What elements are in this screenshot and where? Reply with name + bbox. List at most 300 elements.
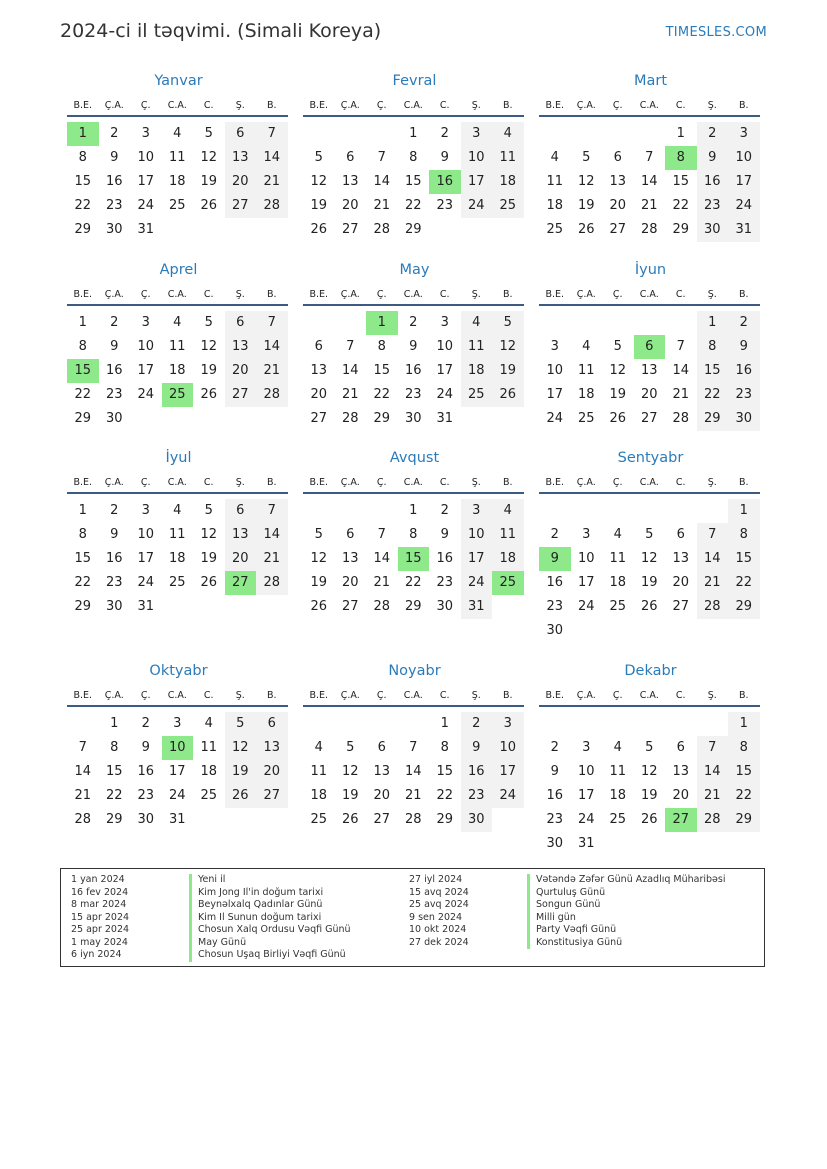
day-cell: 23 <box>461 784 493 808</box>
month-name: Noyabr <box>388 663 441 679</box>
day-cell: 9 <box>440 150 449 165</box>
day-cell: 6 <box>676 740 685 755</box>
day-cell: 8 <box>78 339 87 354</box>
day-cell: 24 <box>461 194 493 218</box>
month-name: Mart <box>633 73 668 89</box>
day-cell: 20 <box>672 575 690 590</box>
day-cell: 23 <box>105 575 123 590</box>
legend-date: 16 fev 2024 <box>71 886 129 898</box>
weekday-label: B. <box>502 477 513 488</box>
weekday-label: C.A. <box>639 289 659 300</box>
day-cell: 7 <box>346 339 355 354</box>
day-cell: 12 <box>200 339 218 354</box>
weekday-label: B. <box>502 289 513 300</box>
day-cell: 25 <box>461 383 493 407</box>
weekday-label: Ç. <box>140 477 151 488</box>
weekday-label: B. <box>738 690 749 701</box>
day-cell: 23 <box>436 575 454 590</box>
weekday-label: C. <box>439 289 450 300</box>
weekday-header <box>67 289 288 306</box>
weekday-label: Ç.A. <box>576 690 596 701</box>
day-cell: 12 <box>200 527 218 542</box>
weekday-label: Ç. <box>612 477 623 488</box>
day-cell: 27 <box>609 222 627 237</box>
day-cell: 18 <box>577 387 595 402</box>
day-cell: 8 <box>78 527 87 542</box>
brand-logo-link[interactable]: TIMESLES.COM <box>665 25 767 40</box>
day-cell: 29 <box>74 599 92 614</box>
day-cell: 8 <box>728 736 760 760</box>
day-cell: 19 <box>341 788 359 803</box>
weekday-label: Ç. <box>140 100 151 111</box>
day-cell: 18 <box>310 788 328 803</box>
day-cell: 16 <box>728 359 760 383</box>
weekday-label: Ç.A. <box>576 477 596 488</box>
day-cell: 28 <box>256 571 288 595</box>
legend-holiday-name: Yeni il <box>189 874 225 887</box>
day-cell: 30 <box>436 599 454 614</box>
day-cell: 17 <box>436 363 454 378</box>
day-cell: 10 <box>492 736 524 760</box>
weekday-header <box>539 477 760 494</box>
day-cell: 3 <box>173 716 182 731</box>
day-cell: 28 <box>697 595 729 619</box>
holiday-day-cell: 25 <box>492 571 524 595</box>
day-cell: 13 <box>672 551 690 566</box>
day-cell: 17 <box>492 760 524 784</box>
month-name: İyul <box>165 450 192 466</box>
day-cell: 15 <box>672 174 690 189</box>
day-cell: 9 <box>550 764 559 779</box>
day-cell: 24 <box>137 198 155 213</box>
day-cell: 12 <box>640 551 658 566</box>
day-cell: 10 <box>546 363 564 378</box>
day-cell: 4 <box>461 311 493 335</box>
weekday-label: C.A. <box>403 289 423 300</box>
day-cell: 21 <box>74 788 92 803</box>
day-cell: 22 <box>404 198 422 213</box>
day-cell: 26 <box>609 411 627 426</box>
weekday-label: C. <box>203 690 214 701</box>
day-cell: 15 <box>404 174 422 189</box>
weekday-label: Ş. <box>235 477 245 488</box>
day-cell: 2 <box>697 122 729 146</box>
holiday-day-cell: 8 <box>665 146 697 170</box>
day-cell: 9 <box>728 335 760 359</box>
day-cell: 10 <box>137 339 155 354</box>
day-cell: 7 <box>377 527 386 542</box>
day-cell: 29 <box>105 812 123 827</box>
day-cell: 13 <box>609 174 627 189</box>
day-cell: 17 <box>461 547 493 571</box>
day-cell: 16 <box>546 788 564 803</box>
day-cell: 12 <box>341 764 359 779</box>
day-cell: 13 <box>256 736 288 760</box>
legend-holiday-name: Chosun Xalq Ordusu Vəqfi Günü <box>189 924 351 937</box>
day-cell: 29 <box>672 222 690 237</box>
day-cell: 14 <box>404 764 422 779</box>
month-name: Dekabr <box>624 663 677 679</box>
day-cell: 7 <box>697 523 729 547</box>
weekday-label: Ç.A. <box>576 289 596 300</box>
holiday-day-cell: 1 <box>67 122 99 146</box>
day-cell: 17 <box>137 551 155 566</box>
day-cell: 21 <box>640 198 658 213</box>
day-cell: 18 <box>492 170 524 194</box>
day-cell: 22 <box>728 784 760 808</box>
day-cell: 20 <box>609 198 627 213</box>
day-cell: 16 <box>461 760 493 784</box>
day-cell: 9 <box>110 339 119 354</box>
day-cell: 13 <box>341 551 359 566</box>
day-cell: 24 <box>168 788 186 803</box>
day-cell: 4 <box>173 503 182 518</box>
day-cell: 27 <box>225 383 257 407</box>
legend-date: 25 avq 2024 <box>409 899 469 910</box>
legend-holiday-name: Party Vəqfi Günü <box>527 924 616 937</box>
day-cell: 25 <box>168 198 186 213</box>
day-cell: 21 <box>373 198 391 213</box>
day-cell: 20 <box>310 387 328 402</box>
day-cell: 26 <box>341 812 359 827</box>
day-cell: 10 <box>577 551 595 566</box>
day-cell: 11 <box>200 740 218 755</box>
day-cell: 11 <box>609 551 627 566</box>
weekday-label: C.A. <box>167 690 187 701</box>
day-cell: 7 <box>377 150 386 165</box>
day-cell: 19 <box>577 198 595 213</box>
weekday-label: B. <box>738 289 749 300</box>
day-cell: 21 <box>341 387 359 402</box>
weekday-label: B.E. <box>309 477 329 488</box>
day-cell: 24 <box>546 411 564 426</box>
day-cell: 18 <box>200 764 218 779</box>
weekday-label: Ş. <box>471 100 481 111</box>
day-cell: 13 <box>341 174 359 189</box>
day-cell: 30 <box>137 812 155 827</box>
weekday-label: B.E. <box>73 477 93 488</box>
day-cell: 26 <box>577 222 595 237</box>
day-cell: 13 <box>225 335 257 359</box>
day-cell: 16 <box>105 174 123 189</box>
day-cell: 4 <box>204 716 213 731</box>
day-cell: 24 <box>137 387 155 402</box>
weekday-label: C.A. <box>403 100 423 111</box>
day-cell: 30 <box>461 808 493 832</box>
day-cell: 21 <box>672 387 690 402</box>
day-cell: 29 <box>74 411 92 426</box>
day-cell: 31 <box>461 595 493 619</box>
day-cell: 3 <box>492 712 524 736</box>
weekday-label: C. <box>203 100 214 111</box>
day-cell: 5 <box>204 503 213 518</box>
day-cell: 12 <box>492 335 524 359</box>
weekday-label: B. <box>266 477 277 488</box>
day-cell: 27 <box>310 411 328 426</box>
day-cell: 31 <box>577 836 595 851</box>
day-cell: 1 <box>676 126 685 141</box>
day-cell: 11 <box>609 764 627 779</box>
day-cell: 8 <box>409 150 418 165</box>
day-cell: 20 <box>225 359 257 383</box>
day-cell: 22 <box>373 387 391 402</box>
day-cell: 18 <box>168 551 186 566</box>
day-cell: 15 <box>373 363 391 378</box>
weekday-label: Ş. <box>707 100 717 111</box>
day-cell: 21 <box>697 571 729 595</box>
month-name: Fevral <box>392 73 437 89</box>
day-cell: 9 <box>141 740 150 755</box>
day-cell: 30 <box>728 407 760 431</box>
day-cell: 24 <box>436 387 454 402</box>
day-cell: 14 <box>373 551 391 566</box>
weekday-label: B. <box>266 100 277 111</box>
day-cell: 26 <box>225 784 257 808</box>
day-cell: 19 <box>225 760 257 784</box>
day-cell: 28 <box>341 411 359 426</box>
month-name: Sentyabr <box>617 450 684 466</box>
day-cell: 5 <box>645 740 654 755</box>
day-cell: 22 <box>404 575 422 590</box>
weekday-label: Ç.A. <box>340 289 360 300</box>
day-cell: 3 <box>141 126 150 141</box>
weekday-label: B. <box>738 477 749 488</box>
weekday-label: Ş. <box>235 289 245 300</box>
weekday-label: C. <box>675 289 686 300</box>
day-cell: 17 <box>461 170 493 194</box>
month-name: May <box>399 262 430 278</box>
day-cell: 3 <box>582 527 591 542</box>
day-cell: 19 <box>310 575 328 590</box>
day-cell: 31 <box>137 222 155 237</box>
weekday-label: Ş. <box>235 690 245 701</box>
weekday-label: Ç. <box>376 289 387 300</box>
day-cell: 1 <box>78 503 87 518</box>
month-name: Yanvar <box>154 73 203 89</box>
day-cell: 1 <box>440 716 449 731</box>
day-cell: 21 <box>404 788 422 803</box>
day-cell: 12 <box>225 736 257 760</box>
weekday-label: C. <box>203 289 214 300</box>
weekday-header <box>67 477 288 494</box>
legend-date: 1 yan 2024 <box>71 874 125 885</box>
day-cell: 27 <box>672 599 690 614</box>
day-cell: 27 <box>373 812 391 827</box>
legend-date: 10 okt 2024 <box>409 924 467 935</box>
day-cell: 5 <box>314 527 323 542</box>
day-cell: 26 <box>200 575 218 590</box>
month-name: Oktyabr <box>149 663 208 679</box>
day-cell: 20 <box>373 788 391 803</box>
day-cell: 23 <box>105 198 123 213</box>
day-cell: 7 <box>409 740 418 755</box>
day-cell: 22 <box>74 198 92 213</box>
day-cell: 30 <box>404 411 422 426</box>
page-title: 2024-ci il təqvimi. (Simali Koreya) <box>60 20 382 42</box>
day-cell: 23 <box>728 383 760 407</box>
weekday-label: C. <box>675 100 686 111</box>
weekday-label: C.A. <box>167 289 187 300</box>
day-cell: 11 <box>492 146 524 170</box>
day-cell: 6 <box>613 150 622 165</box>
day-cell: 2 <box>141 716 150 731</box>
holiday-day-cell: 25 <box>162 383 194 407</box>
holiday-day-cell: 10 <box>162 736 194 760</box>
day-cell: 19 <box>200 363 218 378</box>
day-cell: 9 <box>697 146 729 170</box>
day-cell: 21 <box>256 359 288 383</box>
day-cell: 18 <box>609 575 627 590</box>
day-cell: 19 <box>200 174 218 189</box>
day-cell: 5 <box>225 712 257 736</box>
day-cell: 22 <box>672 198 690 213</box>
weekday-label: Ş. <box>471 289 481 300</box>
day-cell: 17 <box>577 575 595 590</box>
day-cell: 9 <box>110 150 119 165</box>
day-cell: 6 <box>225 122 257 146</box>
day-cell: 18 <box>168 363 186 378</box>
day-cell: 28 <box>404 812 422 827</box>
day-cell: 3 <box>141 315 150 330</box>
weekday-label: B.E. <box>309 100 329 111</box>
day-cell: 22 <box>728 571 760 595</box>
day-cell: 7 <box>256 122 288 146</box>
legend-date: 25 apr 2024 <box>71 924 130 935</box>
day-cell: 28 <box>373 599 391 614</box>
day-cell: 20 <box>341 198 359 213</box>
day-cell: 3 <box>461 499 493 523</box>
day-cell: 25 <box>609 599 627 614</box>
holiday-day-cell: 27 <box>665 808 697 832</box>
weekday-label: B. <box>502 100 513 111</box>
weekday-label: B.E. <box>309 289 329 300</box>
day-cell: 20 <box>256 760 288 784</box>
weekday-label: B.E. <box>73 100 93 111</box>
weekday-label: Ş. <box>707 690 717 701</box>
legend-date: 1 may 2024 <box>71 936 128 948</box>
day-cell: 13 <box>373 764 391 779</box>
legend-holiday-name: Konstitusiya Günü <box>527 937 622 950</box>
day-cell: 13 <box>640 363 658 378</box>
day-cell: 5 <box>492 311 524 335</box>
day-cell: 22 <box>697 383 729 407</box>
day-cell: 12 <box>640 764 658 779</box>
legend-date: 6 iyn 2024 <box>71 949 122 960</box>
legend-holiday-name: Milli gün <box>527 912 576 925</box>
day-cell: 24 <box>728 194 760 218</box>
day-cell: 17 <box>546 387 564 402</box>
day-cell: 4 <box>492 122 524 146</box>
day-cell: 14 <box>697 547 729 571</box>
weekday-header <box>303 289 524 306</box>
legend-holiday-name: May Günü <box>189 937 246 950</box>
day-cell: 7 <box>645 150 654 165</box>
day-cell: 8 <box>78 150 87 165</box>
weekday-label: Ç. <box>376 100 387 111</box>
day-cell: 1 <box>728 499 760 523</box>
weekday-label: B. <box>738 100 749 111</box>
day-cell: 6 <box>225 311 257 335</box>
day-cell: 6 <box>225 499 257 523</box>
day-cell: 5 <box>204 126 213 141</box>
day-cell: 6 <box>256 712 288 736</box>
day-cell: 26 <box>492 383 524 407</box>
day-cell: 13 <box>672 764 690 779</box>
day-cell: 8 <box>697 335 729 359</box>
weekday-label: C. <box>439 690 450 701</box>
day-cell: 1 <box>409 126 418 141</box>
day-cell: 1 <box>78 315 87 330</box>
holiday-day-cell: 15 <box>67 359 99 383</box>
legend-date: 27 dek 2024 <box>409 936 469 948</box>
day-cell: 27 <box>341 222 359 237</box>
day-cell: 24 <box>492 784 524 808</box>
weekday-label: Ş. <box>707 289 717 300</box>
weekday-label: B.E. <box>545 100 565 111</box>
day-cell: 9 <box>440 527 449 542</box>
day-cell: 16 <box>137 764 155 779</box>
day-cell: 23 <box>697 194 729 218</box>
day-cell: 12 <box>577 174 595 189</box>
day-cell: 16 <box>105 551 123 566</box>
day-cell: 28 <box>74 812 92 827</box>
day-cell: 2 <box>550 740 559 755</box>
day-cell: 5 <box>613 339 622 354</box>
day-cell: 19 <box>310 198 328 213</box>
weekday-label: B. <box>266 289 277 300</box>
weekday-label: Ç. <box>140 289 151 300</box>
month-name: Aprel <box>159 262 198 278</box>
day-cell: 23 <box>105 387 123 402</box>
day-cell: 20 <box>341 575 359 590</box>
weekday-label: C.A. <box>639 690 659 701</box>
weekday-header <box>539 100 760 117</box>
day-cell: 29 <box>404 599 422 614</box>
day-cell: 10 <box>436 339 454 354</box>
day-cell: 4 <box>314 740 323 755</box>
legend-date: 27 iyl 2024 <box>409 874 463 885</box>
day-cell: 3 <box>550 339 559 354</box>
day-cell: 12 <box>310 551 328 566</box>
day-cell: 2 <box>409 315 418 330</box>
weekday-header <box>303 477 524 494</box>
day-cell: 31 <box>728 218 760 242</box>
day-cell: 7 <box>697 736 729 760</box>
day-cell: 6 <box>346 150 355 165</box>
day-cell: 1 <box>728 712 760 736</box>
day-cell: 18 <box>546 198 564 213</box>
weekday-label: C.A. <box>639 477 659 488</box>
day-cell: 28 <box>672 411 690 426</box>
weekday-label: Ç.A. <box>104 690 124 701</box>
day-cell: 30 <box>105 411 123 426</box>
day-cell: 19 <box>609 387 627 402</box>
day-cell: 7 <box>256 311 288 335</box>
weekday-label: C.A. <box>167 477 187 488</box>
day-cell: 10 <box>137 527 155 542</box>
day-cell: 11 <box>461 335 493 359</box>
weekday-label: Ş. <box>471 477 481 488</box>
day-cell: 25 <box>546 222 564 237</box>
day-cell: 25 <box>310 812 328 827</box>
weekday-label: C.A. <box>403 690 423 701</box>
legend-holiday-name: Kim Il Sunun doğum tarixi <box>189 912 321 925</box>
day-cell: 15 <box>697 359 729 383</box>
day-cell: 8 <box>440 740 449 755</box>
day-cell: 14 <box>256 335 288 359</box>
weekday-label: C. <box>439 100 450 111</box>
day-cell: 27 <box>640 411 658 426</box>
